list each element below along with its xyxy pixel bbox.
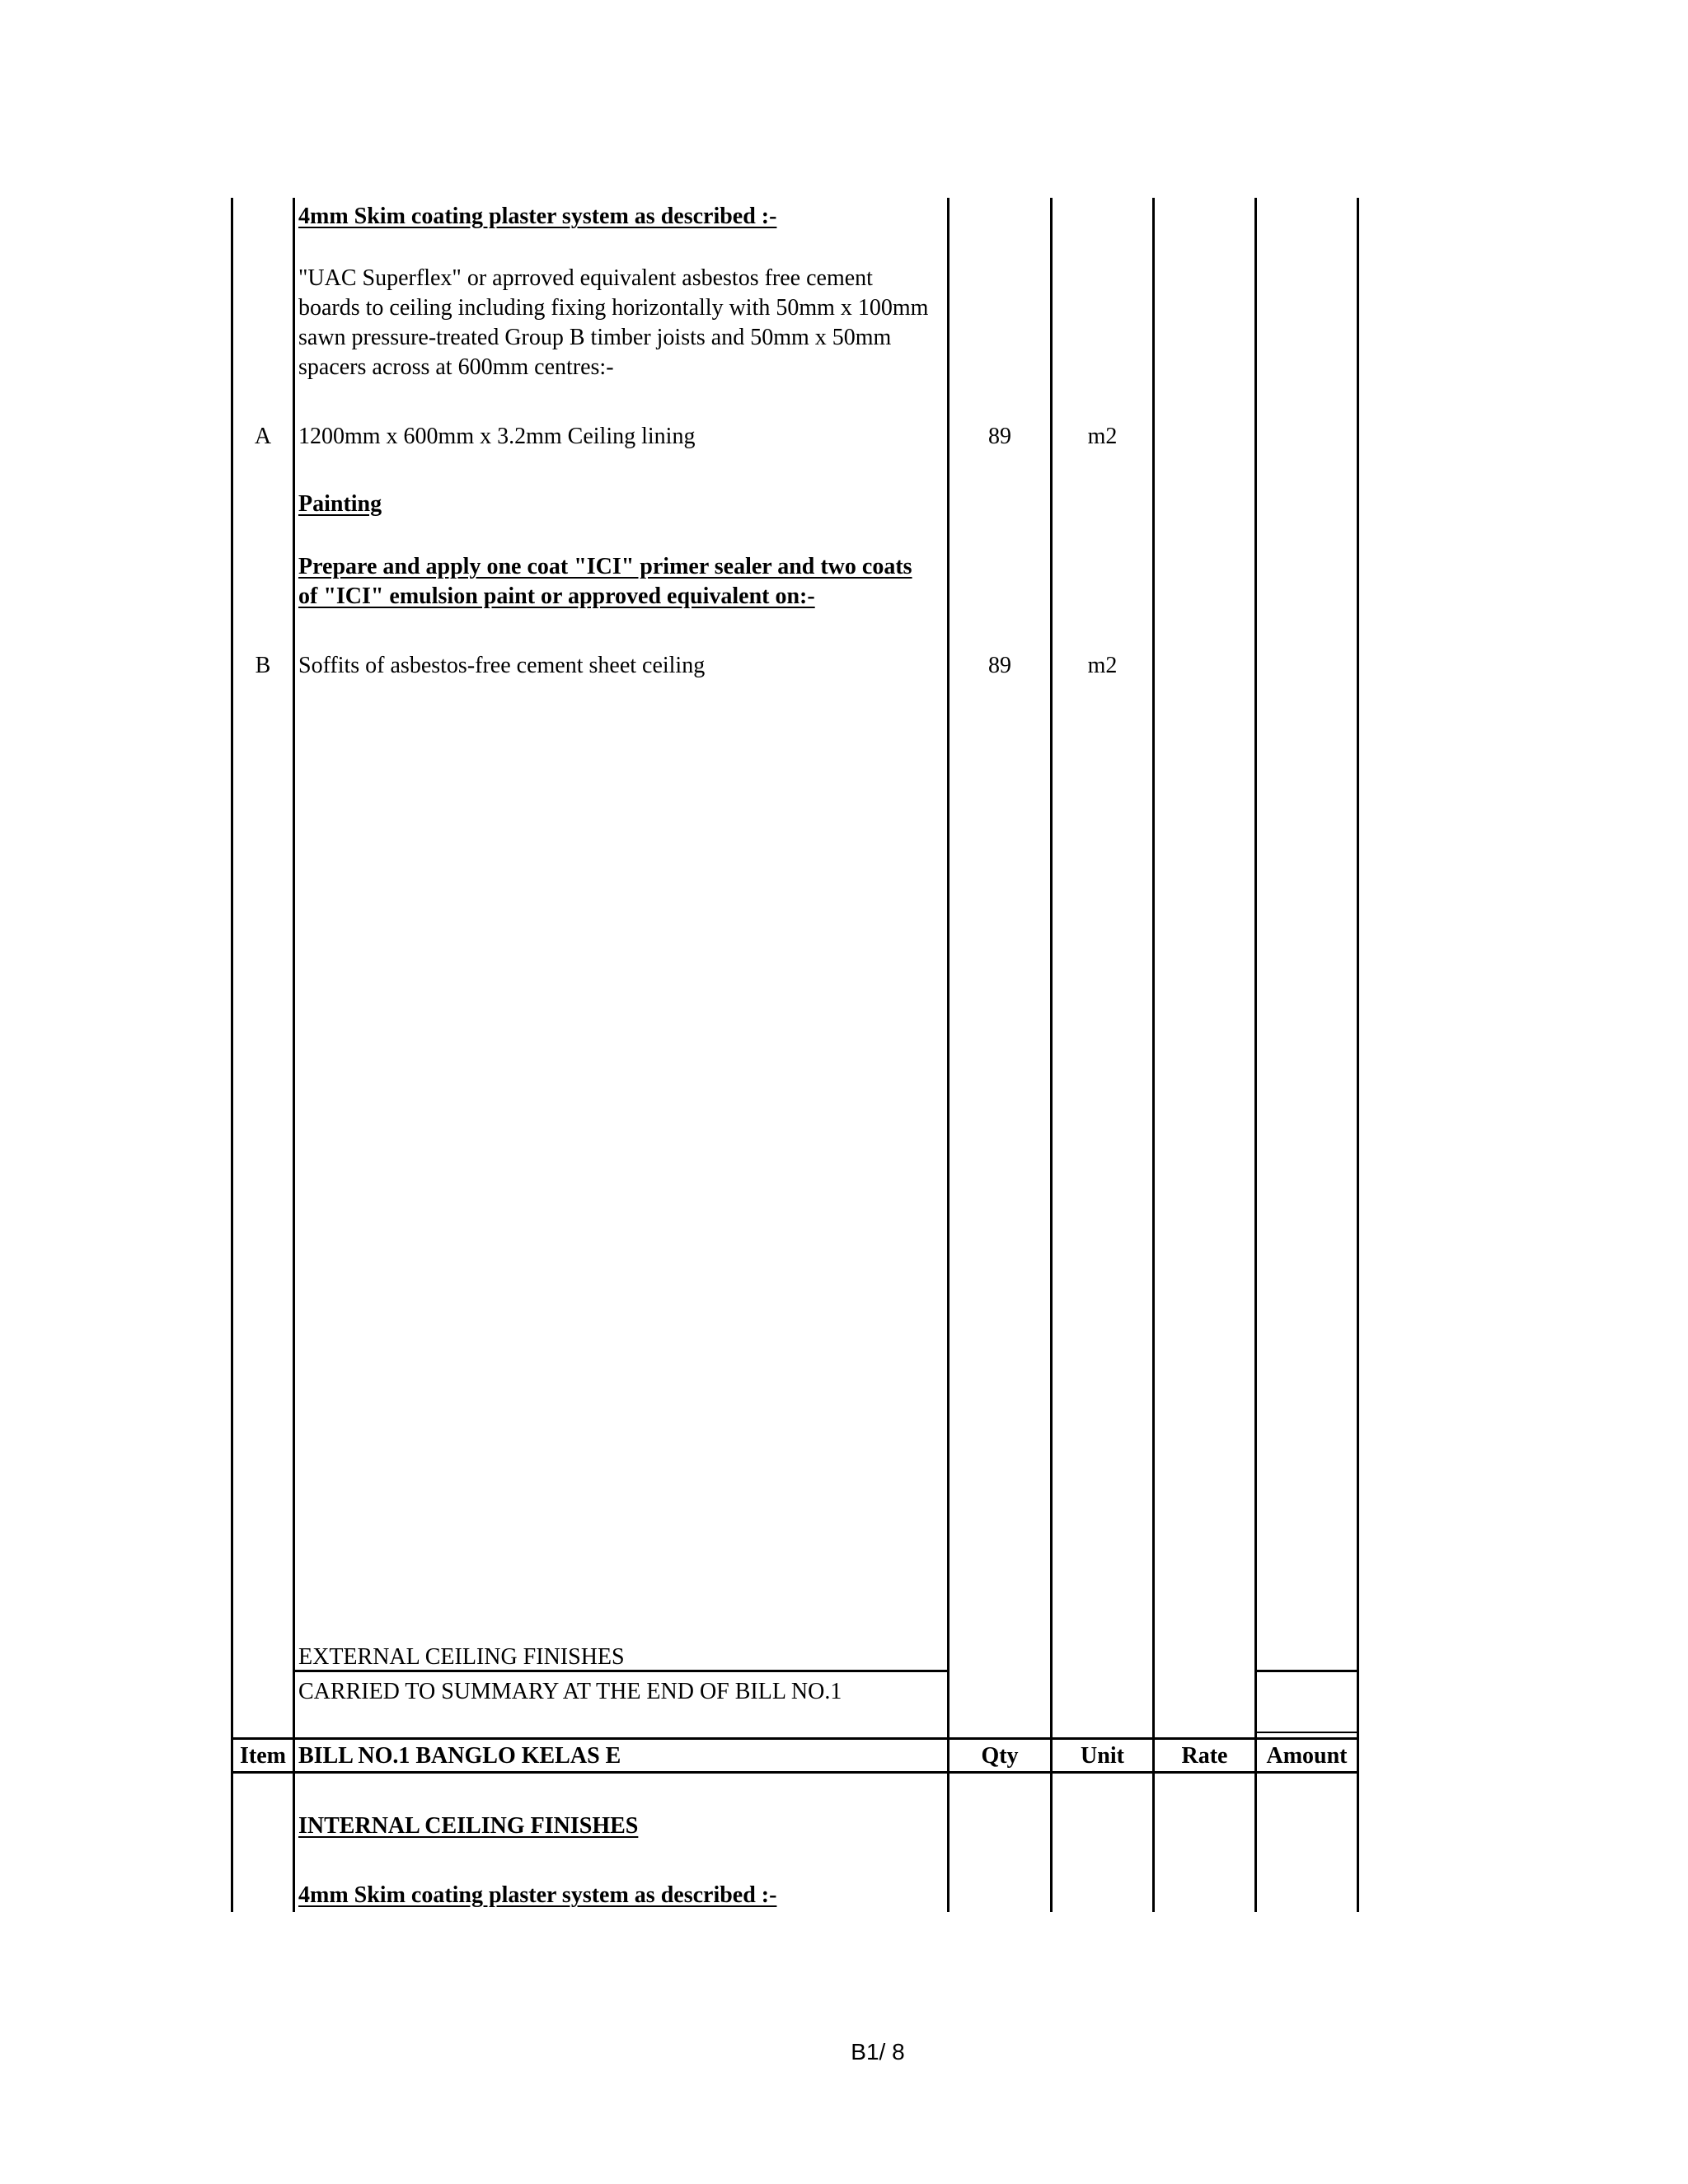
item-a-code: A bbox=[254, 424, 272, 449]
header-rate: Rate bbox=[1181, 1743, 1228, 1769]
col-line-left bbox=[231, 198, 233, 1912]
painting-heading: Painting bbox=[298, 491, 382, 517]
item-a-qty: 89 bbox=[988, 424, 1011, 449]
total-line-amount bbox=[1254, 1670, 1359, 1672]
col-line-qty bbox=[1050, 198, 1053, 1912]
item-a-description: 1200mm x 600mm x 3.2mm Ceiling lining bbox=[298, 424, 696, 449]
page-number: B1/ 8 bbox=[851, 2039, 905, 2064]
header-bottom-line bbox=[231, 1771, 1359, 1774]
col-line-unit bbox=[1152, 198, 1155, 1912]
painting-desc-line-2: of "ICI" emulsion paint or approved equivalent on:- bbox=[298, 583, 815, 609]
description-line-2: boards to ceiling including fixing horizontally with 50mm x 100mm bbox=[298, 295, 929, 321]
header-top-line bbox=[231, 1737, 1359, 1740]
header-amount: Amount bbox=[1266, 1743, 1348, 1769]
total-double-line-amount bbox=[1254, 1732, 1359, 1733]
description-line-3: sawn pressure-treated Group B timber joists and 50mm x 50mm bbox=[298, 325, 892, 350]
carried-to-summary-label: CARRIED TO SUMMARY AT THE END OF BILL NO.1 bbox=[298, 1679, 842, 1704]
header-item: Item bbox=[240, 1743, 286, 1769]
painting-desc-line-1: Prepare and apply one coat "ICI" primer sealer and two coats bbox=[298, 554, 912, 579]
header-unit: Unit bbox=[1081, 1743, 1124, 1769]
section-total-label: EXTERNAL CEILING FINISHES bbox=[298, 1644, 625, 1670]
section-2-heading: INTERNAL CEILING FINISHES bbox=[298, 1813, 639, 1839]
item-a-unit: m2 bbox=[1087, 424, 1118, 449]
item-b-qty: 89 bbox=[988, 653, 1011, 678]
section-heading: 4mm Skim coating plaster system as described :- bbox=[298, 204, 777, 229]
col-line-desc bbox=[947, 198, 950, 1912]
header-qty: Qty bbox=[981, 1743, 1019, 1769]
header-description: BILL NO.1 BANGLO KELAS E bbox=[298, 1743, 621, 1769]
col-line-amount bbox=[1357, 198, 1359, 1912]
description-line-1: "UAC Superflex" or aprroved equivalent asbestos free cement bbox=[298, 265, 873, 291]
item-b-description: Soffits of asbestos-free cement sheet ceiling bbox=[298, 653, 706, 678]
section-2-subheading: 4mm Skim coating plaster system as described :- bbox=[298, 1882, 777, 1908]
col-line-item bbox=[293, 198, 295, 1912]
item-b-unit: m2 bbox=[1087, 653, 1118, 678]
col-line-rate bbox=[1254, 198, 1257, 1912]
item-b-code: B bbox=[255, 653, 271, 678]
description-line-4: spacers across at 600mm centres:- bbox=[298, 354, 614, 380]
